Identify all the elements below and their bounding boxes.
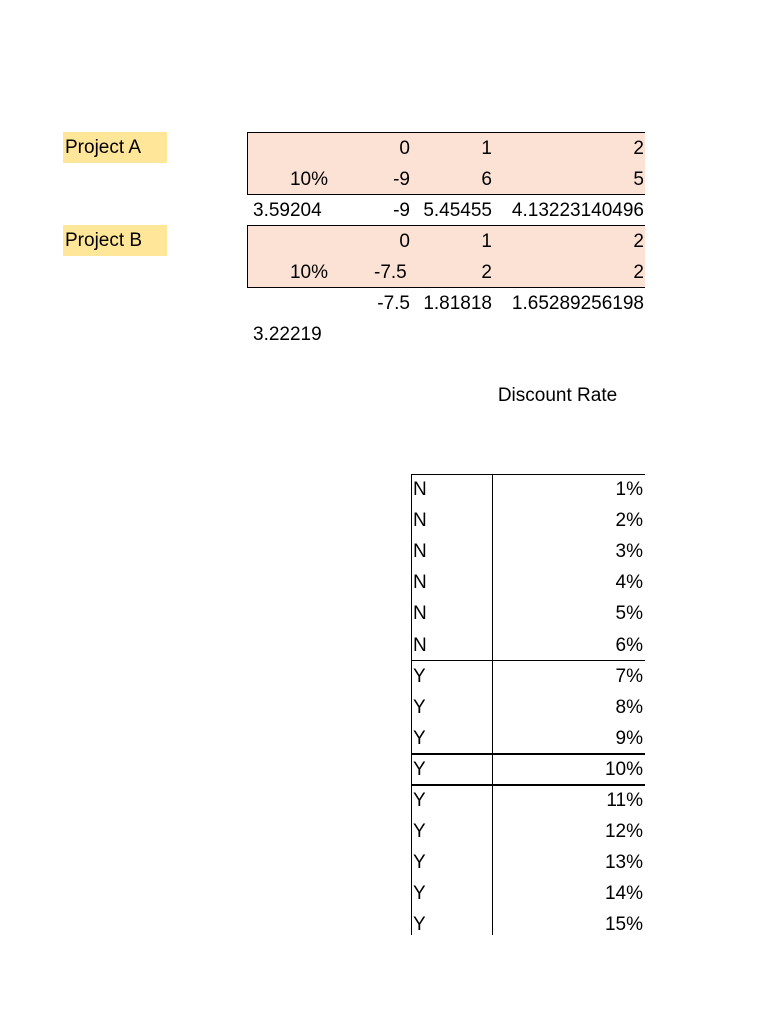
discount-row-choice[interactable]: N (413, 541, 427, 563)
discount-row-rate[interactable]: 11% (606, 790, 643, 811)
project-b-disc-1[interactable]: 1.81818 (423, 293, 492, 314)
discount-row-rate[interactable]: 3% (615, 541, 643, 563)
project-b-rate[interactable]: 10% (289, 262, 328, 283)
discount-row-choice[interactable]: Y (413, 696, 426, 718)
discount-row-choice[interactable]: Y (413, 665, 426, 687)
project-a-disc-0[interactable]: -9 (393, 200, 410, 221)
project-a-disc-2[interactable]: 4.13223140496 (511, 200, 644, 221)
discount-row-rate[interactable]: 14% (604, 883, 643, 905)
project-b-label[interactable]: Project B (63, 225, 167, 256)
project-a-period-1[interactable]: 1 (481, 138, 492, 159)
project-b-cf-0[interactable]: -7.5 (374, 262, 407, 283)
discount-row-choice[interactable]: Y (413, 914, 426, 936)
discount-row-rate[interactable]: 12% (604, 821, 643, 843)
discount-row-rate[interactable]: 6% (615, 634, 643, 656)
project-a-cf-0[interactable]: -9 (393, 169, 410, 190)
discount-row-choice[interactable]: N (413, 603, 427, 625)
project-a-npv[interactable]: 3.59204 (253, 200, 322, 221)
project-b-cf-1[interactable]: 2 (481, 262, 492, 283)
project-a-rate[interactable]: 10% (289, 169, 328, 190)
discount-row-choice[interactable]: N (413, 479, 427, 500)
discount-row-rate[interactable]: 13% (604, 852, 643, 874)
project-b-disc-2[interactable]: 1.65289256198 (511, 293, 644, 314)
project-b-disc-0[interactable]: -7.5 (377, 293, 410, 314)
discount-row-rate[interactable]: 4% (615, 572, 643, 594)
project-b-period-1[interactable]: 1 (481, 231, 492, 252)
project-a-period-2[interactable]: 2 (633, 138, 644, 159)
discount-row-rate[interactable]: 10% (604, 758, 643, 780)
project-a-cf-2[interactable]: 5 (633, 169, 644, 190)
project-a-period-0[interactable]: 0 (399, 138, 410, 159)
project-a-disc-1[interactable]: 5.45455 (423, 200, 492, 221)
discount-row-rate[interactable]: 7% (615, 665, 643, 687)
discount-row-choice[interactable]: Y (413, 790, 426, 811)
project-a-cf-1[interactable]: 6 (481, 169, 492, 190)
discount-row-choice[interactable]: N (413, 510, 427, 532)
project-b-cf-2[interactable]: 2 (633, 262, 644, 283)
discount-row-rate[interactable]: 5% (615, 603, 643, 625)
project-b-npv[interactable]: 3.22219 (253, 324, 322, 345)
project-a-label[interactable]: Project A (63, 132, 167, 163)
project-b-period-0[interactable]: 0 (399, 231, 410, 252)
discount-row-choice[interactable]: N (413, 572, 427, 594)
discount-table-left-border (411, 474, 412, 935)
discount-rate-header[interactable]: Discount Rate (497, 385, 618, 406)
discount-row-choice[interactable]: Y (413, 852, 426, 874)
discount-row-choice[interactable]: N (413, 634, 427, 656)
discount-row-rate[interactable]: 8% (615, 696, 643, 718)
discount-row-rate[interactable]: 2% (615, 510, 643, 532)
discount-row-rate[interactable]: 1% (615, 479, 643, 500)
discount-row-choice[interactable]: Y (413, 883, 426, 905)
discount-row-choice[interactable]: Y (413, 821, 426, 843)
discount-row-choice[interactable]: Y (413, 758, 426, 780)
discount-row-choice[interactable]: Y (413, 727, 426, 749)
discount-row-rate[interactable]: 15% (604, 914, 643, 936)
project-b-period-2[interactable]: 2 (633, 231, 644, 252)
discount-row-rate[interactable]: 9% (615, 727, 643, 749)
